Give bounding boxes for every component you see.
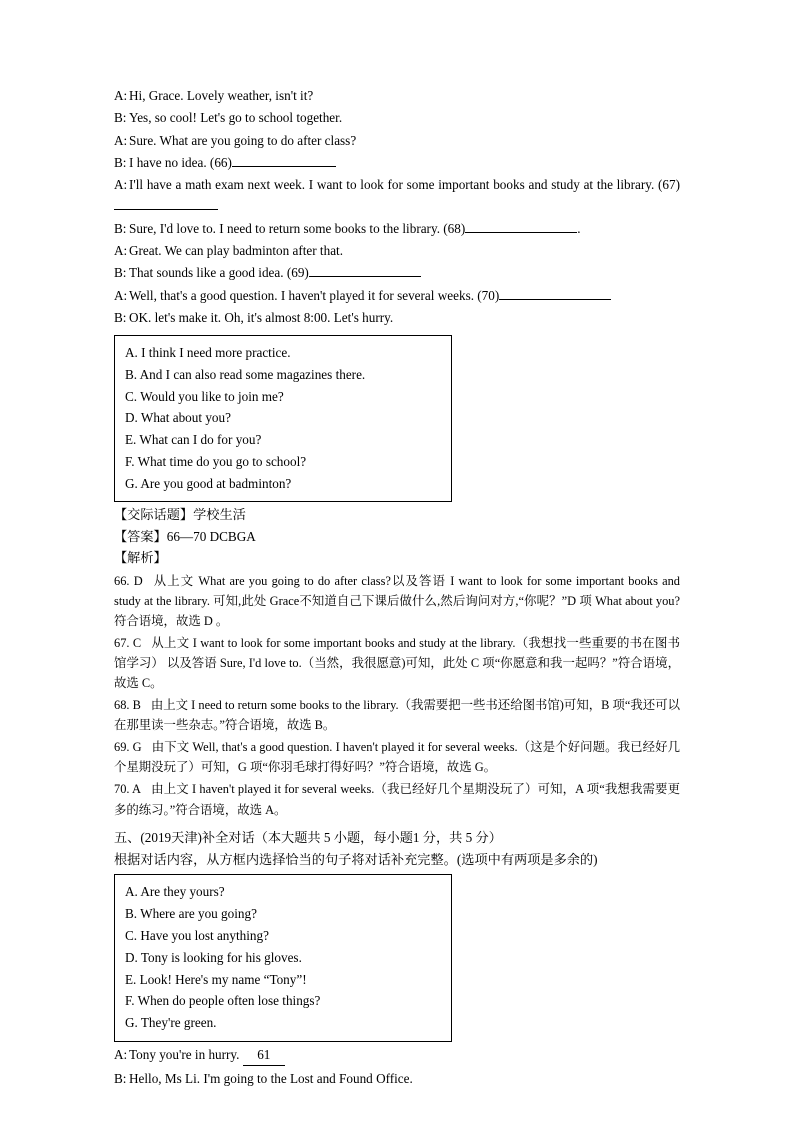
speaker-label: A: (114, 88, 128, 103)
option-item[interactable]: A. I think I need more practice. (125, 344, 291, 360)
speaker-label: A: (114, 243, 128, 259)
dialogue-line (114, 153, 680, 174)
analysis-label: 【解析】 (114, 550, 167, 566)
answer-blank-61[interactable]: 61 (243, 1044, 285, 1066)
analysis-number: 68. B (114, 698, 141, 713)
speaker-label: B: (114, 110, 127, 126)
line-text: Sure, I'd love to. I need to return some books to the library. (68) (129, 220, 466, 236)
analysis-text: 由下文 Well, that's a good question. I haven't played it for several weeks.（这是个好问题。我已经好几个星期没玩了）可知，G 项“你羽毛球打得好吗？”符合语境，故选 G。 (114, 740, 680, 775)
answer-blank-66[interactable] (232, 155, 336, 167)
line-text: OK. let's make it. Oh, it's almost 8:00. Let's hurry. (129, 310, 394, 326)
analysis-item (114, 571, 680, 631)
dialogue-line (114, 286, 680, 307)
analysis-text: 从上文 I want to look for some important books and study at the library.（我想找一些重要的书在图书馆学习） 以及答语 Sure, I'd love to.（当然，我很愿意)可知，此处 C 项“你愿意和我一起吗？”符合语境，故选 C。 (114, 635, 680, 691)
speaker-label: A: (114, 1046, 128, 1062)
section-instruction: 根据对话内容，从方框内选择恰当的句子将对话补充完整。(选项中有两项是多余的) (114, 852, 598, 868)
dialogue-line (114, 263, 680, 284)
option-item[interactable]: F. What time do you go to school? (125, 453, 307, 469)
speaker-label: B: (114, 265, 127, 281)
option-item[interactable]: F. When do people often lose things? (125, 993, 321, 1009)
speaker-label: B: (114, 155, 127, 171)
speaker-label: A: (114, 132, 128, 148)
analysis-number: 70. A (114, 782, 141, 797)
line-text: That sounds like a good idea. (69) (129, 265, 309, 281)
answer-blank-69[interactable] (309, 265, 421, 277)
line-text: Sure. What are you going to do after class? (129, 132, 357, 148)
options-box-1 (114, 335, 452, 502)
dialogue-line (114, 1044, 680, 1066)
analysis-block (114, 571, 680, 820)
line-text: Tony you're in hurry. (129, 1046, 240, 1062)
option-item[interactable]: A. Are they yours? (125, 884, 225, 900)
speaker-label: A: (114, 287, 128, 303)
option-item[interactable]: B. Where are you going? (125, 906, 257, 922)
speaker-label: B: (114, 310, 127, 326)
dialogue-line (114, 241, 680, 262)
line-text: Hello, Ms Li. I'm going to the Lost and Found Office. (129, 1071, 413, 1087)
dialogue-line (114, 175, 680, 217)
speaker-label: B: (114, 220, 127, 236)
speaker-label: B: (114, 1071, 127, 1087)
section-heading: 五、(2019天津)补全对话（本大题共 5 小题，每小题1 分，共 5 分） (114, 829, 502, 845)
dialogue-line: B: Sure, I'd love to. I need to return some books to the library. (68) . (114, 219, 680, 240)
option-item[interactable]: C. Have you lost anything? (125, 927, 269, 943)
analysis-number: 67. C (114, 635, 142, 650)
answer-blank-67[interactable] (114, 198, 218, 210)
dialogue-line (114, 108, 680, 129)
dialogue-line (114, 308, 680, 329)
dialogue-line (114, 131, 680, 152)
option-item[interactable]: B. And I can also read some magazines there. (125, 366, 366, 382)
line-text: Well, that's a good question. I haven't played it for several weeks. (70) (129, 287, 500, 303)
analysis-item (114, 633, 680, 693)
topic-tag: 【交际话题】学校生活 (114, 507, 246, 523)
line-text: I have no idea. (66) (129, 155, 232, 171)
answer-blank-70[interactable] (499, 288, 611, 300)
analysis-number: 66. D (114, 573, 143, 588)
analysis-item (114, 695, 680, 735)
option-item[interactable]: G. Are you good at badminton? (125, 475, 292, 491)
option-item[interactable]: E. What can I do for you? (125, 432, 262, 448)
option-item[interactable]: D. Tony is looking for his gloves. (125, 949, 302, 965)
option-item[interactable]: G. They're green. (125, 1015, 217, 1031)
line-text: Yes, so cool! Let's go to school together. (129, 110, 343, 126)
analysis-number: 69. G (114, 740, 142, 755)
answer-blank-68[interactable] (465, 220, 577, 232)
options-box-2 (114, 874, 452, 1041)
answer-line: 【答案】66—70 DCBGA (114, 528, 256, 544)
line-text: Great. We can play badminton after that. (129, 243, 344, 259)
dialogue-line (114, 86, 680, 107)
analysis-item (114, 779, 680, 819)
dialogue-line (114, 1068, 680, 1089)
speaker-label: A: (114, 177, 128, 193)
dialogue-block-1 (114, 86, 680, 329)
analysis-text: 由上文 I haven't played it for several weeks.（我已经好几个星期没玩了）可知，A 项“我想我需要更多的练习。”符合语境，故选 A。 (114, 782, 680, 817)
option-item[interactable]: D. What about you? (125, 410, 231, 426)
option-item[interactable]: E. Look! Here's my name “Tony”! (125, 971, 307, 987)
analysis-text: 从上文 What are you going to do after class?以及答语 I want to look for some important books and study at the library. 可知,此处 Grace不知道自己下课后做什么,然后询问对方,“你呢？”D 项 What about you?符合语境，故选 D 。 (114, 573, 680, 628)
analysis-item (114, 737, 680, 777)
option-item[interactable]: C. Would you like to join me? (125, 388, 284, 404)
analysis-text: 由上文 I need to return some books to the library.（我需要把一些书还给图书馆)可知，B 项“我还可以在那里读一些杂志。”符合语境，故选 B。 (114, 698, 680, 733)
line-text: I'll have a math exam next week. I want to look for some important books and study at the library. (67) (129, 177, 680, 193)
line-text: Hi, Grace. Lovely weather, isn't it? (129, 88, 314, 103)
